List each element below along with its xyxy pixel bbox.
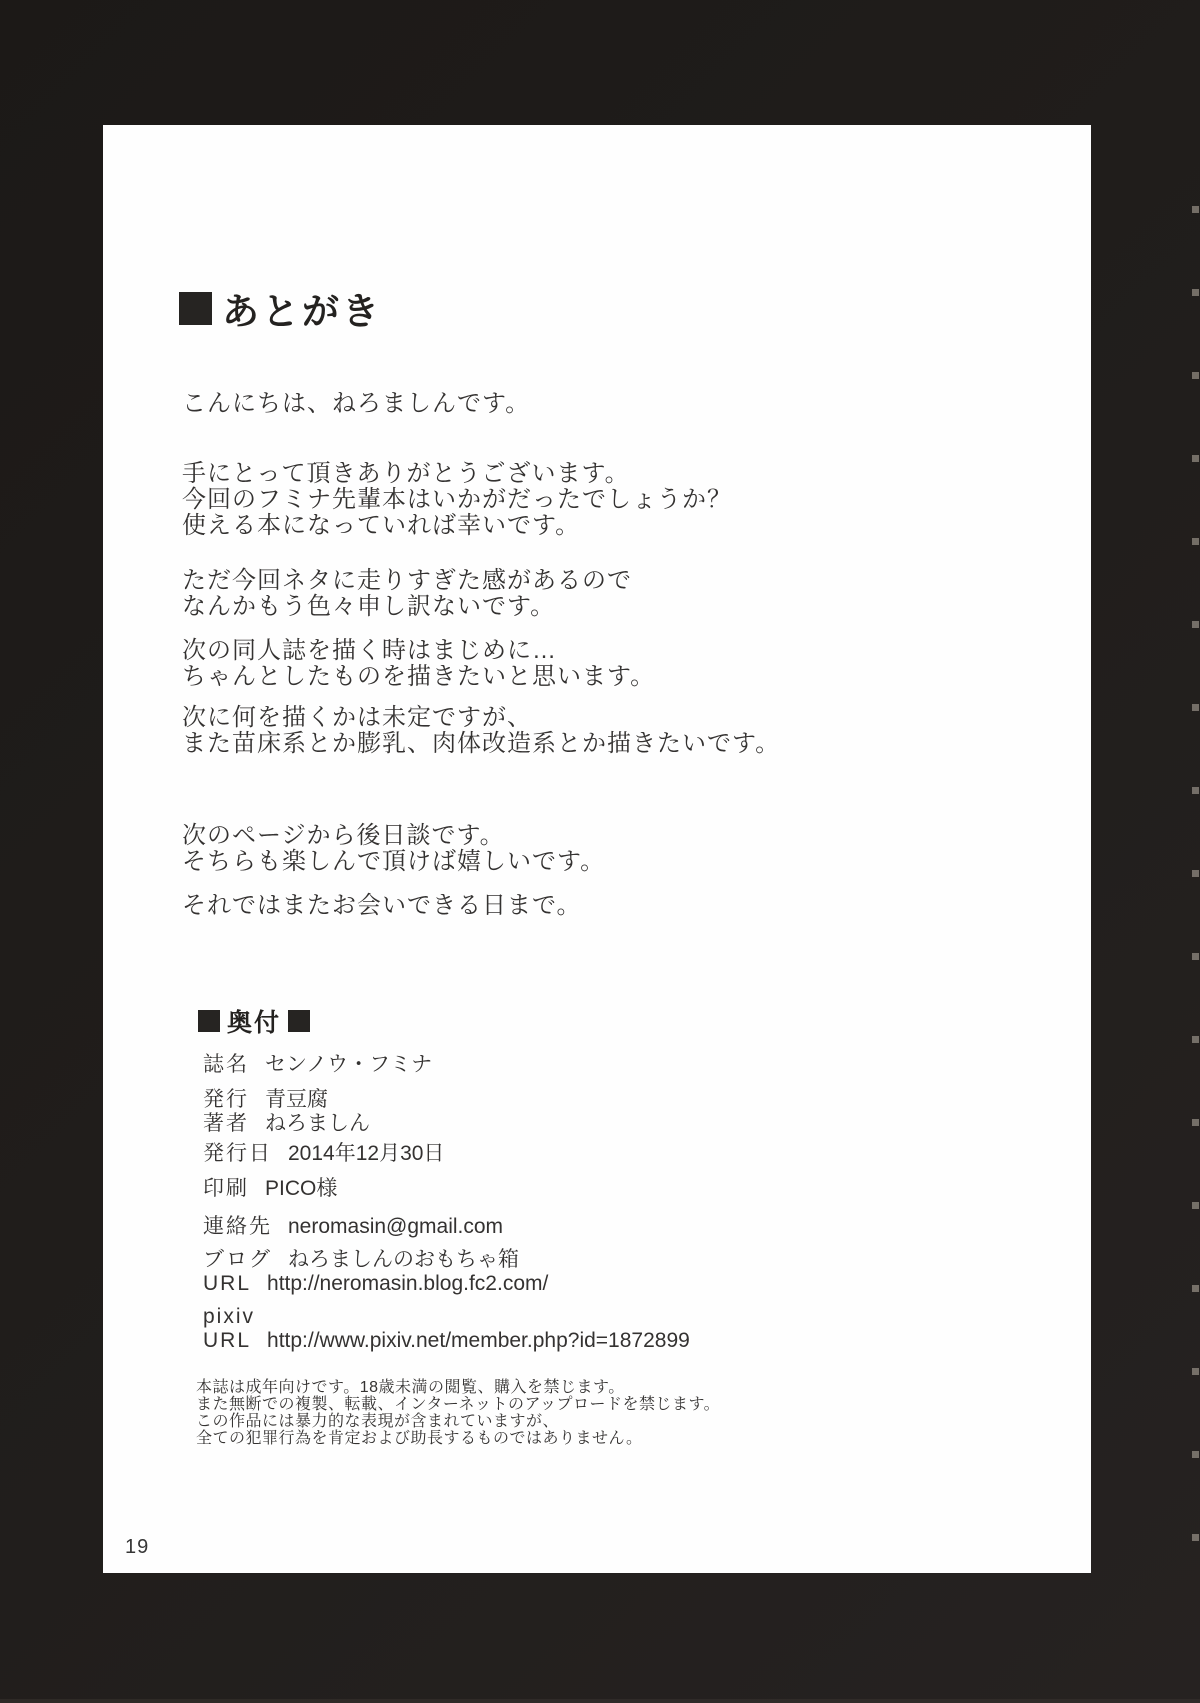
colophon-label: 誌名 [203, 1053, 249, 1076]
text-line: 次のページから後日談です。 [182, 822, 505, 849]
doujin-afterword-page [103, 125, 1091, 1573]
black-square-icon [288, 1010, 310, 1032]
colophon-label: pixiv [203, 1305, 256, 1328]
scan-edge-texture [1192, 130, 1199, 1580]
colophon-value: センノウ・フミナ [265, 1053, 433, 1076]
colophon-heading [198, 1003, 310, 1039]
colophon-row [203, 1142, 690, 1166]
disclaimer-line: この作品には暴力的な表現が含まれていますが、 [196, 1413, 560, 1430]
colophon-row [203, 1053, 690, 1077]
text-line: 手にとって頂きありがとうございます。 [182, 460, 630, 487]
colophon-label: URL [203, 1272, 252, 1295]
colophon-row [203, 1177, 690, 1201]
colophon-value: PICO様 [265, 1177, 338, 1200]
colophon-row [203, 1088, 690, 1112]
disclaimer-line: 本誌は成年向けです。18歳未満の閲覧、購入を禁じます。 [196, 1379, 625, 1396]
disclaimer-line: 全ての犯罪行為を肯定および助長するものではありません。 [196, 1430, 643, 1447]
text-line: 次に何を描くかは未定ですが、 [182, 704, 532, 731]
afterword-heading-text: あとがき [222, 291, 382, 332]
text-line: こんにちは、ねろましんです。 [182, 390, 531, 417]
colophon-heading-text: 奥付 [227, 1009, 282, 1037]
text-line: 使える本になっていれば幸いです。 [182, 512, 581, 539]
colophon-label: 発行 [203, 1088, 249, 1111]
afterword-body [182, 391, 780, 919]
colophon-label: 連絡先 [203, 1215, 272, 1238]
colophon-row [203, 1112, 690, 1136]
text-line: そちらも楽しんで頂けば嬉しいです。 [182, 848, 606, 875]
page-number: 19 [125, 1536, 150, 1558]
text-line: 今回のフミナ先輩本はいかがだったでしょうか？ [182, 486, 732, 513]
afterword-paragraph [182, 705, 780, 757]
colophon-label: ブログ [203, 1248, 272, 1271]
colophon-label: 著者 [203, 1112, 249, 1135]
colophon-row [203, 1329, 690, 1353]
colophon-row [203, 1215, 690, 1239]
scan-bottom-edge [0, 1699, 1200, 1703]
colophon-label: URL [203, 1329, 252, 1352]
afterword-paragraph [182, 391, 780, 417]
colophon-row [203, 1305, 690, 1329]
afterword-paragraph [182, 823, 780, 875]
colophon-value: ねろましん [265, 1112, 370, 1135]
colophon-row [203, 1272, 690, 1296]
afterword-heading [179, 281, 382, 335]
disclaimer-line: また無断での複製、転載、インターネットのアップロードを禁じます。 [196, 1396, 721, 1413]
black-square-icon [198, 1010, 220, 1032]
afterword-paragraph [182, 638, 780, 690]
text-line: ただ今回ネタに走りすぎた感があるので [182, 567, 632, 594]
text-line: それではまたお会いできる日まで。 [182, 892, 582, 919]
text-line: ちゃんとしたものを描きたいと思います。 [182, 663, 656, 690]
afterword-paragraph [182, 461, 780, 539]
colophon-value: neromasin@gmail.com [288, 1215, 504, 1238]
black-square-icon [179, 292, 212, 325]
colophon-row [203, 1248, 690, 1272]
age-restriction-disclaimer [196, 1379, 720, 1447]
text-line: 次の同人誌を描く時はまじめに… [182, 637, 557, 664]
afterword-paragraph [182, 893, 780, 919]
text-line: また苗床系とか膨乳、肉体改造系とか描きたいです。 [182, 730, 781, 757]
colophon-value: http://neromasin.blog.fc2.com/ [267, 1272, 549, 1295]
colophon-value: 2014年12月30日 [288, 1142, 445, 1165]
afterword-paragraph [182, 568, 780, 620]
colophon-value: 青豆腐 [265, 1088, 328, 1111]
colophon-label: 発行日 [203, 1142, 272, 1165]
colophon-label: 印刷 [203, 1177, 249, 1200]
colophon-value: http://www.pixiv.net/member.php?id=1872899 [267, 1329, 690, 1352]
text-line: なんかもう色々申し訳ないです。 [182, 593, 556, 620]
colophon-value: ねろましんのおもちゃ箱 [288, 1248, 519, 1271]
colophon [203, 1053, 690, 1353]
